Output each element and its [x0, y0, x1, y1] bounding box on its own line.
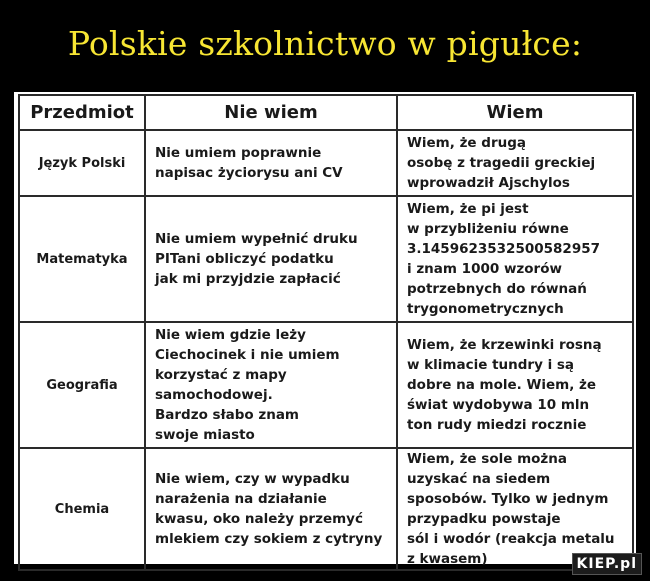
nie-wiem-text: Nie wiem gdzie leży Ciechocinek i nie umiem korzystać z mapy samochodowej. Bardzo słabo znam swoje miasto: [155, 327, 340, 443]
subject-cell: Matematyka: [19, 196, 145, 322]
page-title: Polskie szkolnictwo w pigułce:: [67, 24, 583, 63]
subject-cell: Chemia: [19, 448, 145, 570]
wiem-text: Wiem, że drugą osobę z tragedii greckiej wprowadził Ajschylos: [407, 135, 596, 191]
wiem-cell: [397, 322, 633, 448]
wiem-text: Wiem, że pi jest w przybliżeniu równe 3.1459623532500582957 i znam 1000 wzorów potrzebnych do równań trygonometrycznych: [407, 201, 600, 317]
table-row: [19, 322, 633, 448]
nie-wiem-cell: [145, 322, 397, 448]
wiem-cell: [397, 196, 633, 322]
wiem-text: Wiem, że sole można uzyskać na siedem sposobów. Tylko w jednym przypadku powstaje sól i wodór (reakcja metalu z kwasem): [407, 451, 615, 567]
wiem-cell: [397, 130, 633, 196]
nie-wiem-cell: [145, 448, 397, 570]
table-row: [19, 448, 633, 570]
subject-cell: Język Polski: [19, 130, 145, 196]
nie-wiem-cell: [145, 130, 397, 196]
site-watermark-logo: KIEP.pl: [572, 553, 642, 575]
subject-cell: Geografia: [19, 322, 145, 448]
nie-wiem-text: Nie umiem poprawnie napisac życiorysu ani CV: [155, 145, 343, 181]
nie-wiem-text: Nie wiem, czy w wypadku narażenia na działanie kwasu, oko należy przemyć mlekiem czy sokiem z cytryny: [155, 471, 383, 547]
comparison-table: [18, 94, 634, 571]
nie-wiem-text: Nie umiem wypełnić druku PITani obliczyć podatku jak mi przyjdzie zapłacić: [155, 231, 358, 287]
header-nie-wiem: Nie wiem: [145, 95, 397, 130]
wiem-text: Wiem, że krzewinki rosną w klimacie tundry i są dobre na mole. Wiem, że świat wydobywa 10 mln ton rudy miedzi rocznie: [407, 337, 602, 433]
header-subject: Przedmiot: [19, 95, 145, 130]
nie-wiem-cell: [145, 196, 397, 322]
table-row: [19, 130, 633, 196]
wiem-cell: [397, 448, 633, 570]
table-row: [19, 196, 633, 322]
header-wiem: Wiem: [397, 95, 633, 130]
table-header-row: [19, 95, 633, 130]
